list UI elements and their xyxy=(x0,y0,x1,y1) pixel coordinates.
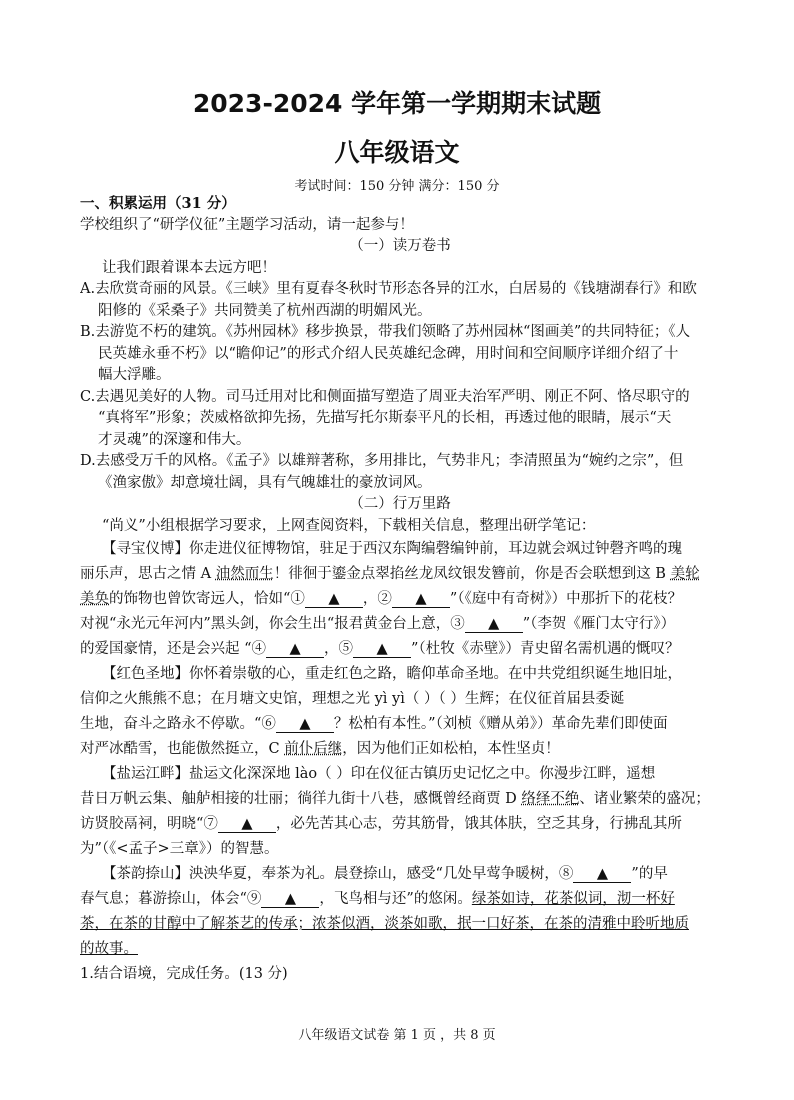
option-b-line: 幅大浮雕。 xyxy=(98,367,171,383)
underlined-sentence: 绿茶如诗，花茶似词，沏一杯好 xyxy=(471,891,675,907)
marked-word: 美奂 xyxy=(80,591,109,607)
marked-word: 前仆后继 xyxy=(284,741,343,757)
passage-line: 丽乐声，思古之情 A 油然而生！徘徊于鎏金点翠掐丝龙凤纹银发簪前，你是否会联想到这 B 美轮 xyxy=(80,566,700,582)
section-heading: 一、积累运用（31 分） xyxy=(80,195,236,212)
underlined-sentence: 茶，在茶的甘醇中了解茶艺的传承；浓茶似酒，淡茶如歌，抿一口好茶，在茶的清雅中聆听地质 xyxy=(80,916,689,932)
passage-line: 【茶韵捺山】泱泱华夏，奉茶为礼。晨登捺山，感受“几处早莺争暖树，⑧ ▲ ”的早 xyxy=(102,866,668,882)
passage-line: 为”（《<孟子>三章》）的智慧。 xyxy=(80,841,279,857)
passage-line: 春气息；暮游捺山，体会“⑨ ▲ ，飞鸟相与还”的悠闲。绿茶如诗，花茶似词，沏一杯好 xyxy=(80,891,675,907)
passage-line: 访贤胶鬲祠，明晓“⑦ ▲ ，必先苦其心志，劳其筋骨，饿其体肤，空乏其身，行拂乱其所 xyxy=(80,816,682,832)
answer-blank[interactable]: ▲ xyxy=(218,816,276,833)
passage-line: 【红色圣地】你怀着崇敬的心，重走红色之路，瞻仰革命圣地。在中共党组织诞生地旧址， xyxy=(102,666,682,682)
option-d-line: D.去感受万千的风格。《孟子》以雄辩著称，多用排比，气势非凡；李清照虽为“婉约之宗”，但 xyxy=(80,453,684,469)
marked-word: 络绎不绝 xyxy=(521,791,580,807)
passage-line: 信仰之火熊熊不息；在月塘文史馆，理想之光 yì yì（ ）（ ）生辉；在仪征首届县委诞 xyxy=(80,691,625,707)
answer-blank[interactable]: ▲ xyxy=(465,616,523,633)
answer-blank[interactable]: ▲ xyxy=(392,591,450,608)
passage-line: 昔日万帆云集、舳舻相接的壮丽；徜徉九街十八巷，感慨曾经商贾 D 络绎不绝、诸业繁荣的盛况； xyxy=(80,791,710,807)
passage-line: 的爱国豪情，还是会兴起 “④ ▲ ，⑤ ▲ ”（杜牧《赤壁》）青史留名需机遇的慨叹？ xyxy=(80,641,680,657)
exam-title: 2023-2024 学年第一学期期末试题 xyxy=(192,89,602,118)
underlined-sentence: 的故事。 xyxy=(80,941,138,957)
exam-info: 考试时间：150 分钟 满分：150 分 xyxy=(294,179,500,194)
option-c-line: 才灵魂”的深邃和伟大。 xyxy=(98,431,251,448)
page-footer: 八年级语文试卷 第 1 页 ，共 8 页 xyxy=(298,1028,496,1043)
answer-blank[interactable]: ▲ xyxy=(276,716,334,733)
answer-blank[interactable]: ▲ xyxy=(266,641,324,658)
exam-subtitle: 八年级语文 xyxy=(334,138,460,167)
intro-text: 学校组织了“研学仪征”主题学习活动，请一起参与！ xyxy=(80,216,414,233)
passage-line: 对严冰酷雪，也能傲然挺立，C 前仆后继，因为他们正如松柏，本性坚贞！ xyxy=(80,741,560,757)
answer-blank[interactable]: ▲ xyxy=(573,866,631,883)
passage-line: 【盐运江畔】盐运文化深深地 lào（ ）印在仪征古镇历史记忆之中。你漫步江畔，遥想 xyxy=(102,766,656,782)
passage-line: 生地，奋斗之路永不停歇。“⑥ ▲ ？松柏有本性。”（刘桢《赠从弟》）革命先辈们即使面 xyxy=(80,716,668,732)
answer-blank[interactable]: ▲ xyxy=(305,591,363,608)
subsection-heading-2: （二）行万里路 xyxy=(349,496,451,512)
subsection-lead-2: “尚义”小组根据学习要求，上网查阅资料，下载相关信息，整理出研学笔记： xyxy=(102,517,596,534)
answer-blank[interactable]: ▲ xyxy=(353,641,411,658)
option-c-line: “真将军”形象；茨威格欲抑先扬，先描写托尔斯泰平凡的长相，再透过他的眼睛，展示“天 xyxy=(98,410,672,426)
passage-line: 美奂的饰物也曾饮寄远人，恰如“① ▲ ，② ▲ ”（《庭中有奇树》）中那折下的花枝？ xyxy=(80,591,683,607)
option-d-line: 《渔家傲》却意境壮阔，具有气魄雄壮的豪放词风。 xyxy=(98,474,432,491)
subsection-heading-1: （一）读万卷书 xyxy=(349,238,451,254)
marked-word: 油然而生 xyxy=(215,566,274,582)
option-a-line: A.去欣赏奇丽的风景。《三峡》里有夏春冬秋时节形态各异的江水，白居易的《钱塘湖春行》和欧 xyxy=(80,281,697,297)
option-a-line: 阳修的《采桑子》共同赞美了杭州西湖的明媚风光。 xyxy=(98,302,432,319)
passage-line: 对视“永光元年河内”黑头剑，你会生出“报君黄金台上意，③ ▲ ”（李贺《雁门太守行》） xyxy=(80,616,676,632)
subsection-lead-1: 让我们跟着课本去远方吧！ xyxy=(102,259,276,276)
exam-body xyxy=(80,193,720,987)
question-1: 1.结合语境，完成任务。(13 分) xyxy=(80,966,288,982)
answer-blank[interactable]: ▲ xyxy=(261,891,319,908)
marked-word: 美轮 xyxy=(670,566,700,582)
passage-line: 【寻宝仪博】你走进仪征博物馆，驻足于西汉东陶编磬编钟前，耳边就会飒过钟磬齐鸣的瑰 xyxy=(102,541,682,557)
option-c-line: C.去遇见美好的人物。司马迁用对比和侧面描写塑造了周亚夫治军严明、刚正不阿、恪尽职守的 xyxy=(80,388,690,405)
option-b-line: B.去游览不朽的建筑。《苏州园林》移步换景，带我们领略了苏州园林“图画美”的共同特征；《人 xyxy=(80,324,691,340)
option-b-line: 民英雄永垂不朽》以“瞻仰记”的形式介绍人民英雄纪念碑，用时间和空间顺序详细介绍了十 xyxy=(98,345,679,362)
